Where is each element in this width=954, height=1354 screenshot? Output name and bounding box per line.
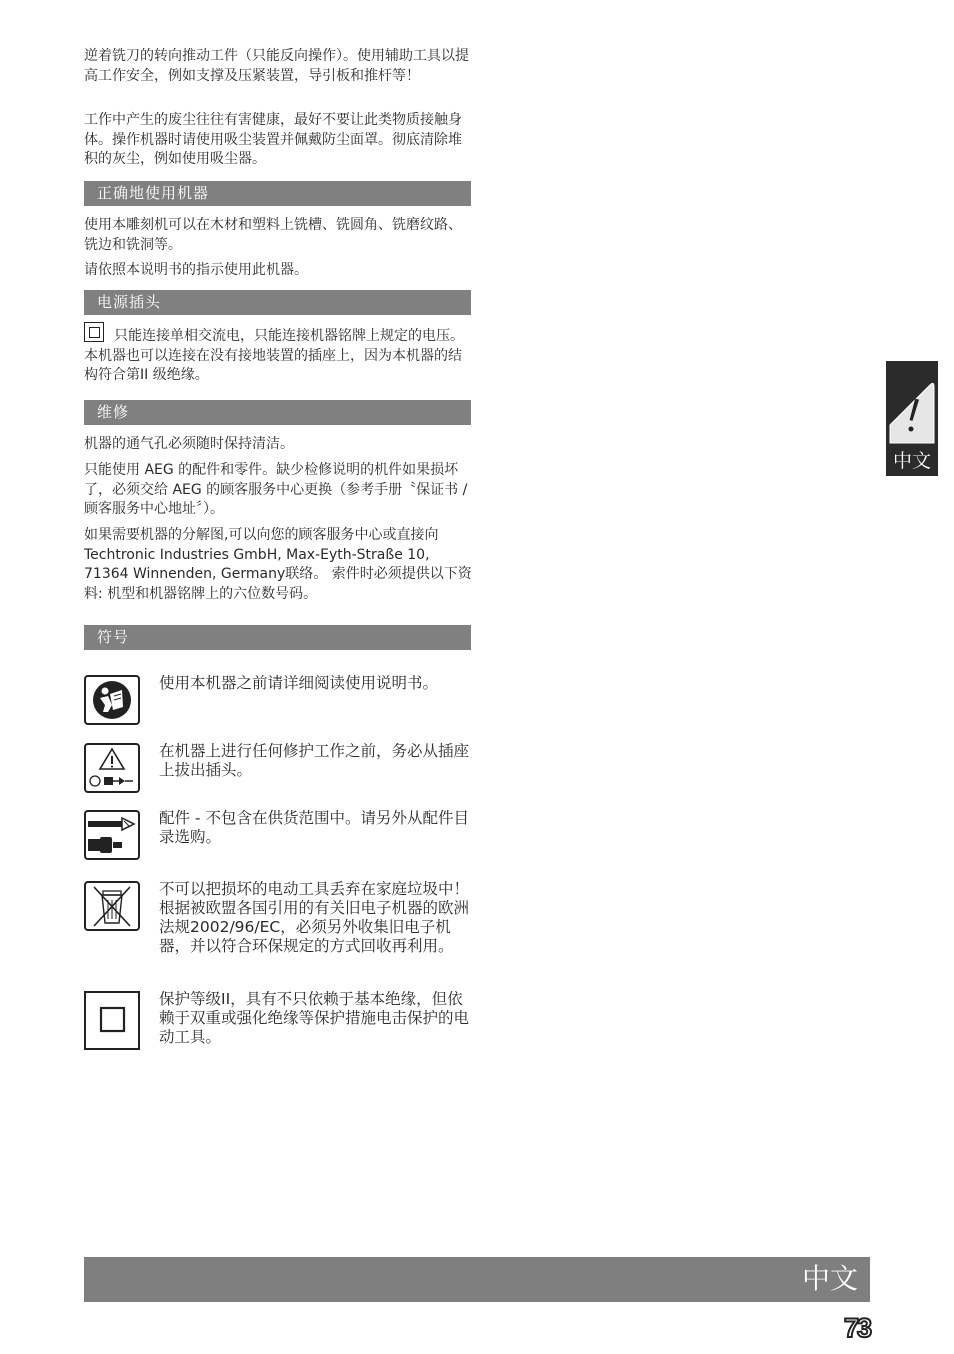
symbol-text-unplug: 在机器上进行任何修护工作之前，务必从插座上拔出插头。: [159, 742, 470, 779]
section-header-power: 电源插头: [84, 290, 471, 315]
section-header-usage: 正确地使用机器: [84, 181, 471, 206]
warning-icon: [886, 361, 938, 446]
intro-paragraph-2: 工作中产生的废尘往往有害健康，最好不要让此类物质接触身体。操作机器时请使用吸尘装置并佩戴防尘面罩。彻底清除堆积的灰尘，例如使用吸尘器。: [84, 112, 462, 167]
maintenance-paragraph-3: 如果需要机器的分解图,可以向您的顾客服务中心或直接向 Techtronic Industries GmbH, Max-Eyth-Straße 10, 71364 Winnenden, Germany联络。 索件时必须提供以下资料: 机型和机器铭牌上的六位数号码。: [84, 527, 472, 602]
side-language-tab: [886, 361, 938, 476]
class-ii-icon: [84, 991, 140, 1050]
symbol-text-accessory: 配件 - 不包含在供货范围中。请另外从配件目录选购。: [159, 809, 469, 846]
power-text: 只能连接单相交流电，只能连接机器铭牌上规定的电压。本机器也可以连接在没有接地装置的插座上，因为本机器的结构符合第II 级绝缘。: [84, 328, 464, 383]
usage-paragraph-1: 使用本雕刻机可以在木材和塑料上铣槽、铣圆角、铣磨纹路、铣边和铣洞等。: [84, 217, 462, 253]
page-number: 73: [843, 1313, 870, 1343]
footer-language: 中文: [801, 1262, 858, 1295]
side-tab-label: 中文: [892, 450, 931, 472]
symbol-text-read-manual: 使用本机器之前请详细阅读使用说明书。: [159, 674, 439, 692]
symbol-text-weee: 不可以把损坏的电动工具丢弃在家庭垃圾中！根据被欧盟各国引用的有关旧电子机器的欧洲法规2002/96/EC，必须另外收集旧电子机器，并以符合环保规定的方式回收再利用。: [159, 880, 470, 955]
weee-bin-icon: [84, 881, 140, 931]
usage-paragraph-2: 请依照本说明书的指示使用此机器。: [84, 262, 308, 278]
footer-bar: [84, 1257, 870, 1302]
symbol-text-class-ii: 保护等级II，具有不只依赖于基本绝缘，但依赖于双重或强化绝缘等保护措施电击保护的电动工具。: [159, 990, 470, 1046]
accessory-icon: [84, 810, 140, 860]
section-header-symbols: 符号: [84, 625, 471, 650]
section-header-maintenance: 维修: [84, 400, 471, 425]
unplug-warning-icon: [84, 743, 140, 793]
class-ii-small-icon: [84, 322, 104, 342]
intro-paragraph-1: 逆着铣刀的转向推动工件（只能反向操作）。使用辅助工具以提高工作安全，例如支撑及压紧装置，导引板和推杆等！: [84, 48, 469, 84]
power-paragraph: [84, 322, 472, 386]
maintenance-paragraph-2: 只能使用 AEG 的配件和零件。缺少检修说明的机件如果损坏了，必须交给 AEG 的顾客服务中心更换（参考手册〝保证书 / 顾客服务中心地址〞）。: [84, 462, 468, 517]
read-manual-icon: [84, 675, 140, 725]
maintenance-paragraph-1: 机器的通气孔必须随时保持清洁。: [84, 436, 294, 452]
